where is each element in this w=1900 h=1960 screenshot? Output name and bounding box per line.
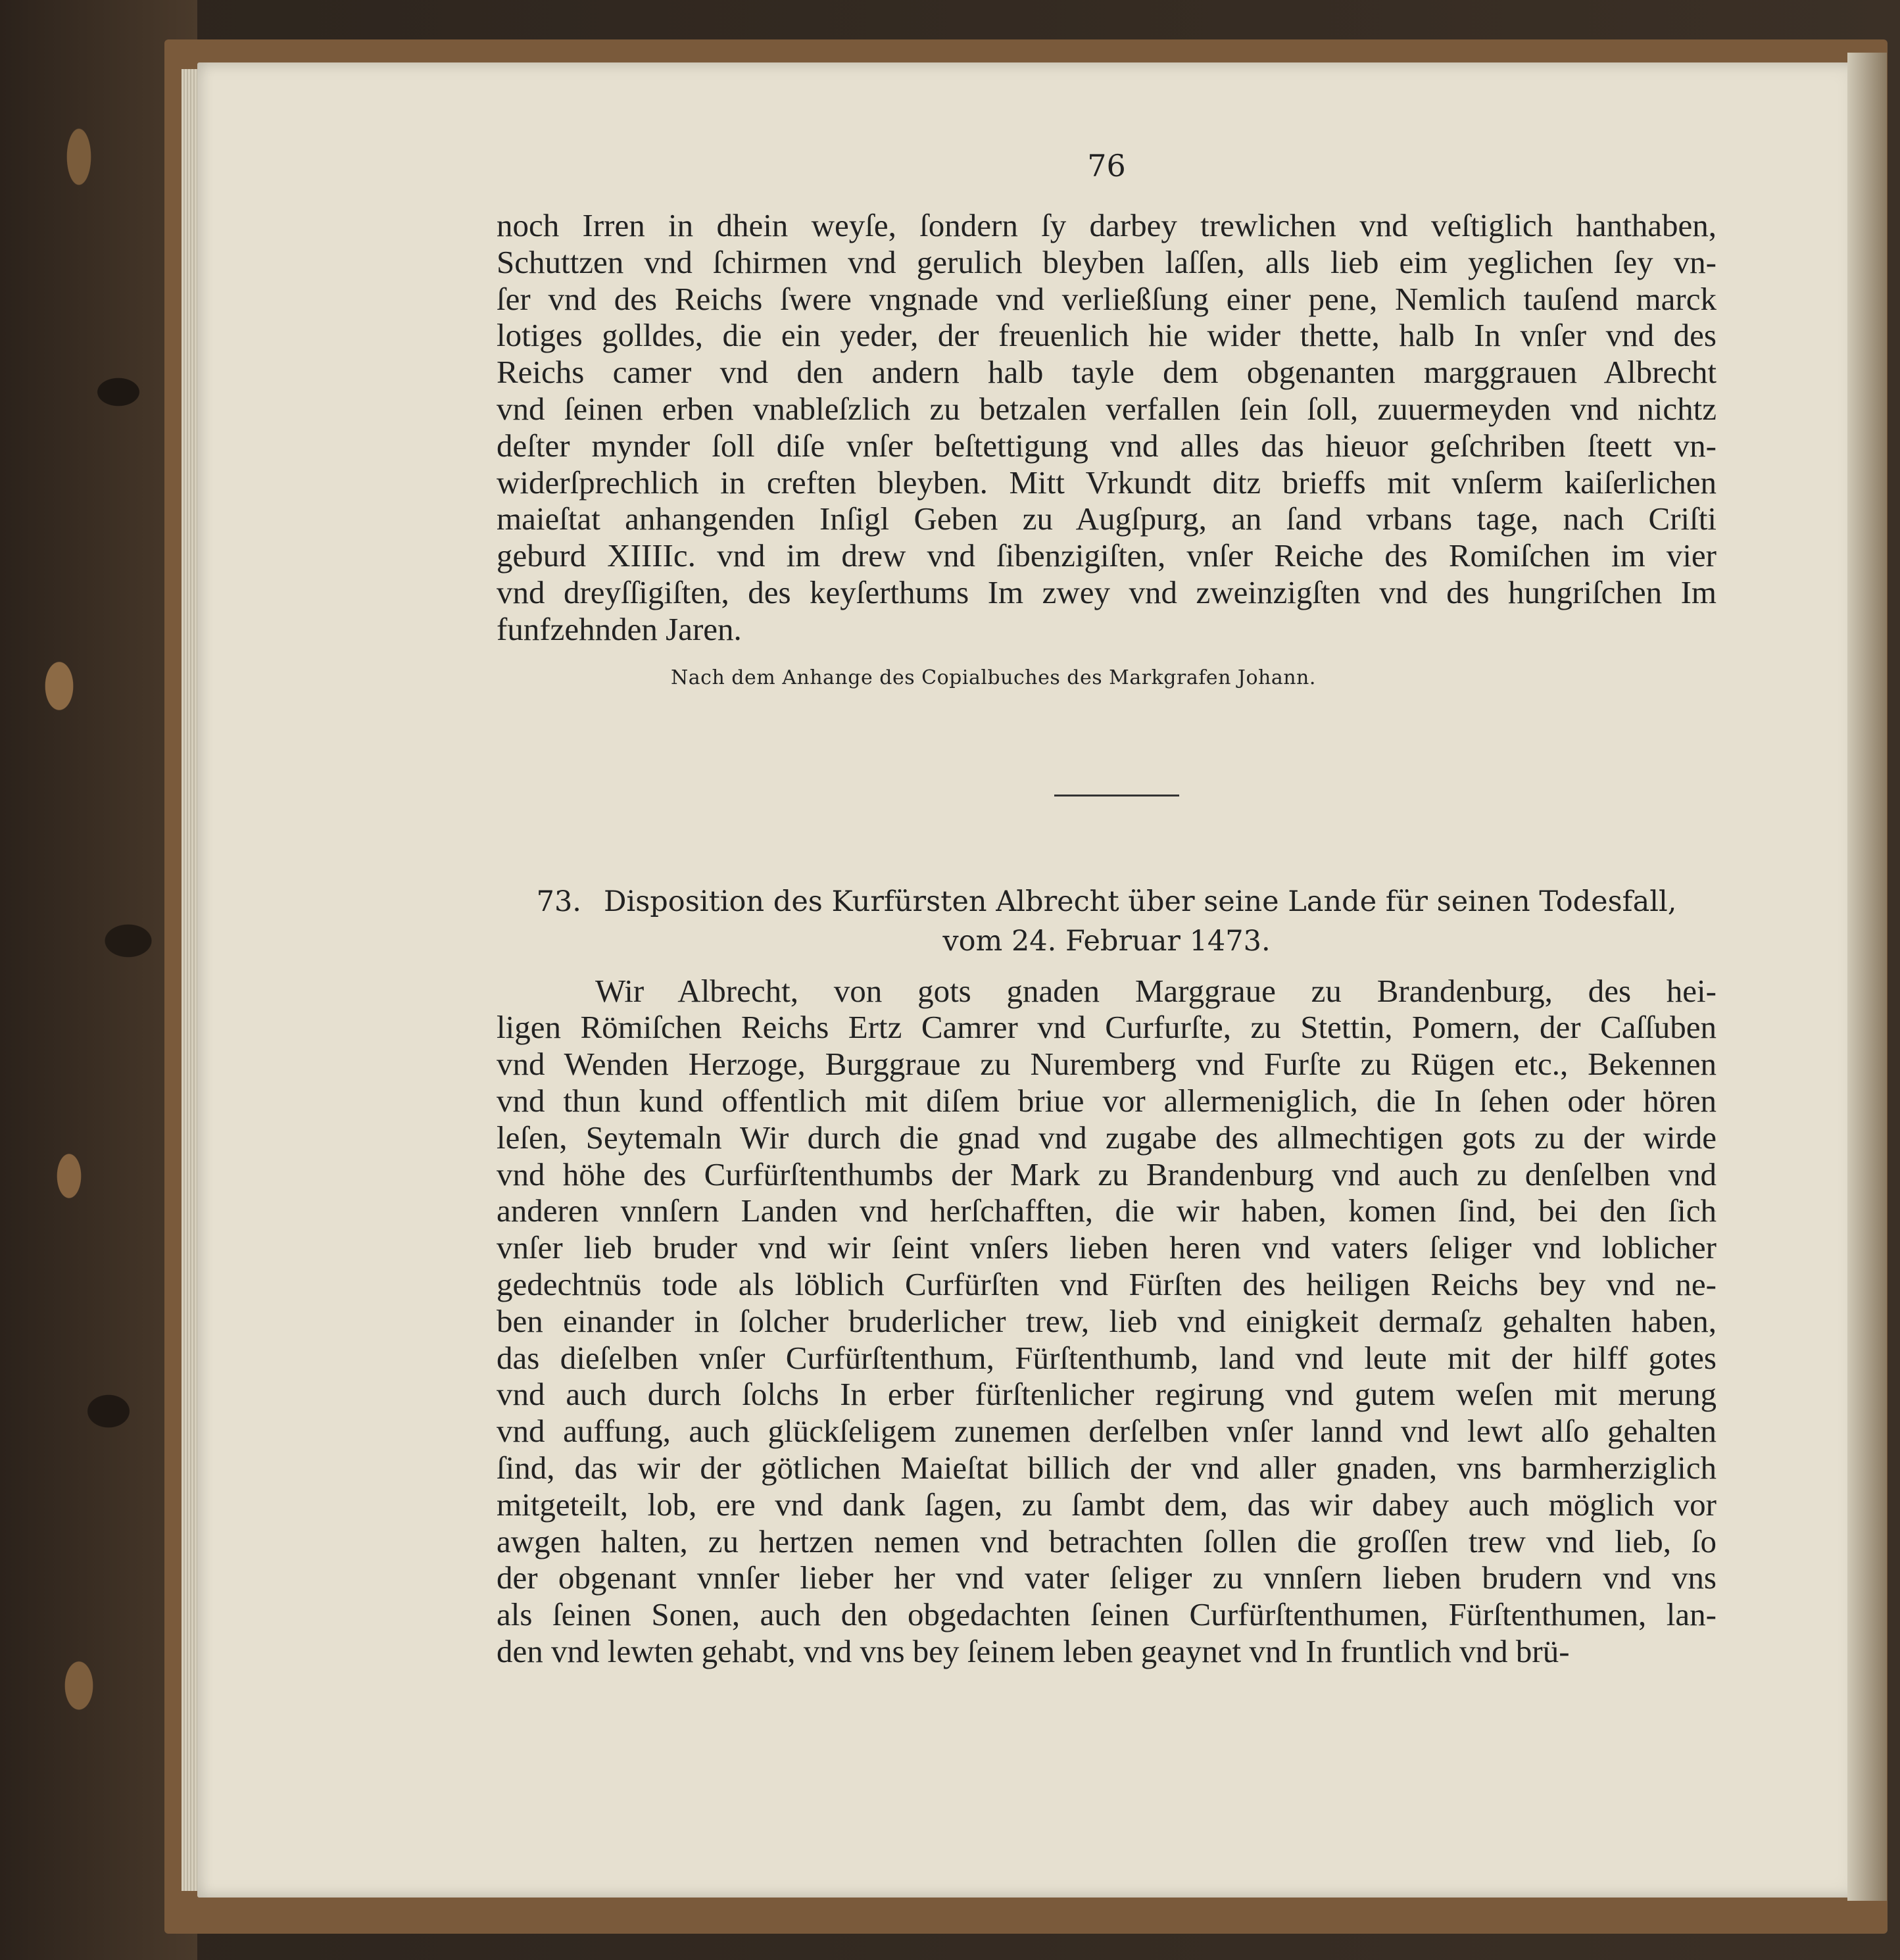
text-line: geburd XIIIIc. vnd im drew vnd ſibenzigiſten, vnſer Reiche des Romiſchen im vier <box>497 537 1717 574</box>
text-line: vnd Wenden Herzoge, Burggraue zu Nuremberg vnd Furſte zu Rügen etc., Bekennen <box>497 1046 1717 1083</box>
paragraph-disposition <box>497 973 1717 1670</box>
heading-title: Disposition des Kurfürsten Albrecht über seine Lande für seinen Todesfall, <box>603 885 1677 918</box>
text-line: lotiges golldes, die ein yeder, der freuenlich hie wider thette, halb In vnſer vnd des <box>497 317 1717 354</box>
text-line: vnd dreyſſigiſten, des keyſerthums Im zwey vnd zweinzigſten vnd des hungriſchen Im <box>497 574 1717 610</box>
text-line: Reichs camer vnd den andern halb tayle dem obgenanten marggrauen Albrecht <box>497 354 1717 391</box>
paragraph-charter-end <box>497 207 1717 648</box>
text-line: gedechtnüs tode als löblich Curfürſten vnd Fürſten des heiligen Reichs bey vnd ne- <box>497 1265 1717 1302</box>
text-line: ſer vnd des Reichs ſwere vngnade vnd verließſung einer pene, Nemlich tauſend marck <box>497 280 1717 317</box>
source-note: Nach dem Anhange des Copialbuches des Markgrafen Johann. <box>671 666 1316 689</box>
text-line: deſter mynder ſoll diſe vnſer beſtettigung vnd alles das hieuor geſchriben ſteett vn- <box>497 427 1717 464</box>
text-line: awgen halten, zu hertzen nemen vnd betrachten ſollen die groſſen trew vnd lieb, ſo <box>497 1523 1717 1559</box>
text-line: ben einander in ſolcher bruderlicher trew, lieb vnd einigkeit dermaſz gehalten haben, <box>497 1302 1717 1339</box>
text-line: mitgeteilt, lob, ere vnd dank ſagen, zu ſambt dem, das wir dabey auch möglich vor <box>497 1486 1717 1523</box>
text-line: noch Irren in dhein weyſe, ſondern ſy darbey trewlichen vnd veſtiglich hanthaben, <box>497 207 1717 243</box>
text-line: widerſprechlich in creften bleyben. Mitt Vrkundt ditz brieffs mit vnſerm kaiſerlichen <box>497 464 1717 501</box>
text-line: leſen, Seytemaln Wir durch die gnad vnd zugabe des allmechtigen gots zu der wirde <box>497 1119 1717 1156</box>
text-line: funfzehnden Jaren. <box>497 610 742 647</box>
text-line: vnſer lieb bruder vnd wir ſeint vnſers lieben heren vnd vaters ſeliger vnd loblicher <box>497 1229 1717 1266</box>
text-line: vnd ſeinen erben vnableſzlich zu betzalen verfallen ſein ſoll, zuuermeyden vnd nichtz <box>497 390 1717 427</box>
page-number: 76 <box>1087 148 1126 184</box>
text-line: anderen vnnſern Landen vnd herſchafften, die wir haben, komen ſind, bei den ſich <box>497 1192 1717 1229</box>
text-line: vnd auffung, auch glückſeligem zunemen derſelben vnſer lannd vnd lewt alſo gehalten <box>497 1413 1717 1450</box>
text-line: vnd thun kund offentlich mit diſem briue vor allermeniglich, die In ſehen oder hören <box>497 1082 1717 1119</box>
text-line: der obgenant vnnſer lieber her vnd vater ſeliger zu vnnſern lieben brudern vnd vns <box>497 1559 1717 1596</box>
text-line: als ſeinen Sonen, auch den obgedachten ſeinen Curfürſtenthumen, Fürſtenthumen, lan- <box>497 1596 1717 1633</box>
document-number: 73. <box>536 885 581 918</box>
text-line: vnd auch durch ſolchs In erber fürſtenlicher regirung vnd gutem weſen mit merung <box>497 1376 1717 1413</box>
text-line: den vnd lewten gehabt, vnd vns bey ſeinem leben geaynet vnd In fruntlich vnd brü- <box>497 1632 1570 1669</box>
text-line: vnd höhe des Curfürſtenthumbs der Mark zu Brandenburg vnd auch zu denſelben vnd <box>497 1156 1717 1192</box>
text-line: ſind, das wir der götlichen Maieſtat billich der vnd aller gnaden, vns barmherziglich <box>497 1449 1717 1486</box>
text-line: ligen Römiſchen Reichs Ertz Camrer vnd Curfurſte, zu Stettin, Pomern, der Caſſuben <box>497 1009 1717 1046</box>
heading-line-1 <box>497 882 1717 921</box>
text-line: Wir Albrecht, von gots gnaden Marggraue zu Brandenburg, des hei- <box>595 972 1717 1009</box>
text-line: maieſtat anhangenden Inſigl Geben zu Augſpurg, an ſand vrbans tage, nach Criſti <box>497 501 1717 537</box>
document-heading <box>497 882 1717 961</box>
section-divider <box>1054 795 1179 796</box>
text-line: das dieſelben vnſer Curfürſtenthum, Fürſtenthumb, land vnd leute mit der hilff gotes <box>497 1339 1717 1376</box>
page-content <box>497 148 1717 1670</box>
text-line: Schuttzen vnd ſchirmen vnd gerulich bleyben laſſen, alls lieb eim yeglichen ſey vn- <box>497 243 1717 280</box>
heading-date: vom 24. Februar 1473. <box>942 924 1271 958</box>
page-fold <box>1847 53 1887 1901</box>
